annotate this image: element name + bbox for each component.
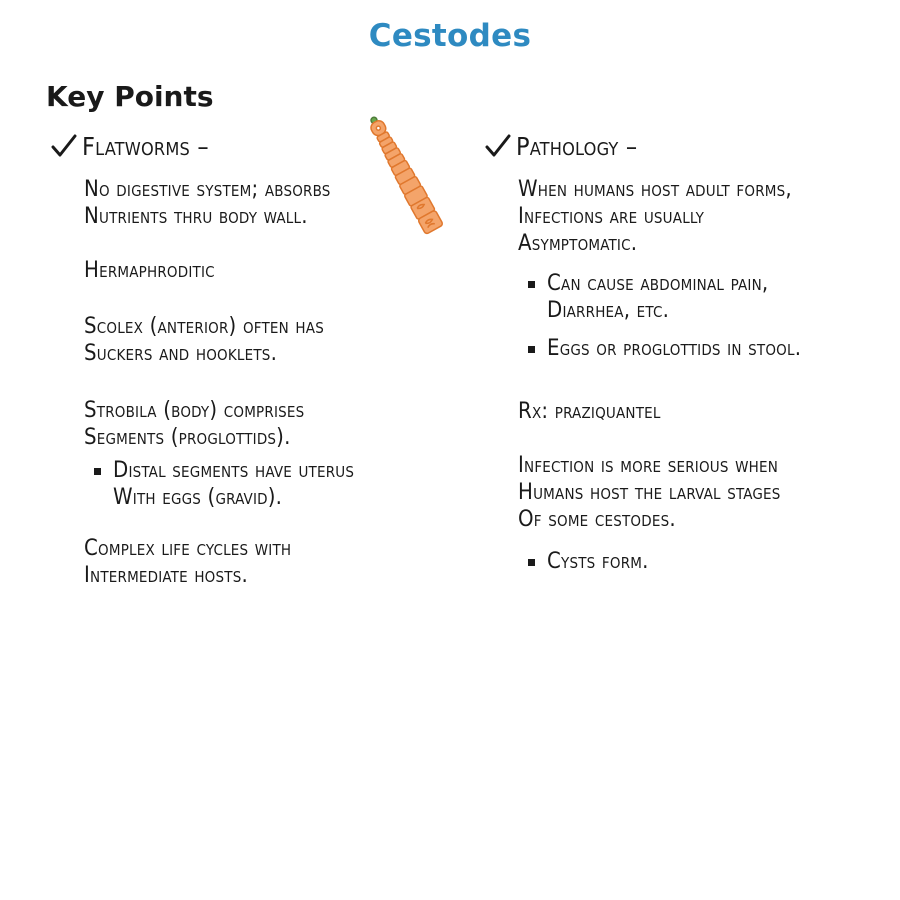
flatworms-title: Flatworms – [82, 131, 209, 161]
pathology-title: Pathology – [516, 131, 638, 161]
bullet-icon [528, 281, 535, 288]
flatworms-column [50, 126, 450, 589]
check-icon [50, 132, 78, 160]
bullet-icon [528, 559, 535, 566]
note-adult-sub-2 [528, 335, 894, 362]
note-life-cycle: Complex life cycles with Intermediate hosts. [84, 536, 292, 588]
check-icon [484, 132, 512, 160]
note-adult-forms: When humans host adult forms, Infections are usually Asymptomatic. [518, 177, 792, 256]
bullet-icon [94, 468, 101, 475]
key-points-heading: Key Points [46, 80, 214, 113]
page-title: Cestodes [368, 18, 532, 54]
note-larval-sub [528, 548, 894, 575]
note-treatment: Rx: praziquantel [518, 399, 661, 424]
note-larval-stages: Infection is more serious when Humans host the larval stages Of some cestodes. [518, 453, 781, 532]
pathology-column [484, 126, 894, 575]
note-gravid: Distal segments have uterus With eggs (gravid). [113, 458, 355, 510]
pathology-header [484, 126, 894, 166]
note-strobila: Strobila (body) comprises Segments (proglottids). [84, 398, 305, 450]
note-strobila-sub [94, 457, 450, 511]
flatworms-notes [50, 176, 450, 589]
note-stool: Eggs or proglottids in stool. [547, 336, 802, 361]
note-abdominal-pain: Can cause abdominal pain, Diarrhea, etc. [547, 271, 769, 323]
bullet-icon [528, 346, 535, 353]
note-scolex: Scolex (anterior) often has Suckers and hooklets. [84, 314, 324, 366]
note-adult-sub-1 [528, 270, 894, 324]
pathology-notes [484, 176, 894, 575]
flatworms-header [50, 126, 450, 166]
note-digestive: No digestive system; absorbs Nutrients thru body wall. [84, 177, 331, 229]
note-cysts: Cysts form. [547, 549, 649, 574]
note-hermaphroditic: Hermaphroditic [84, 258, 215, 283]
